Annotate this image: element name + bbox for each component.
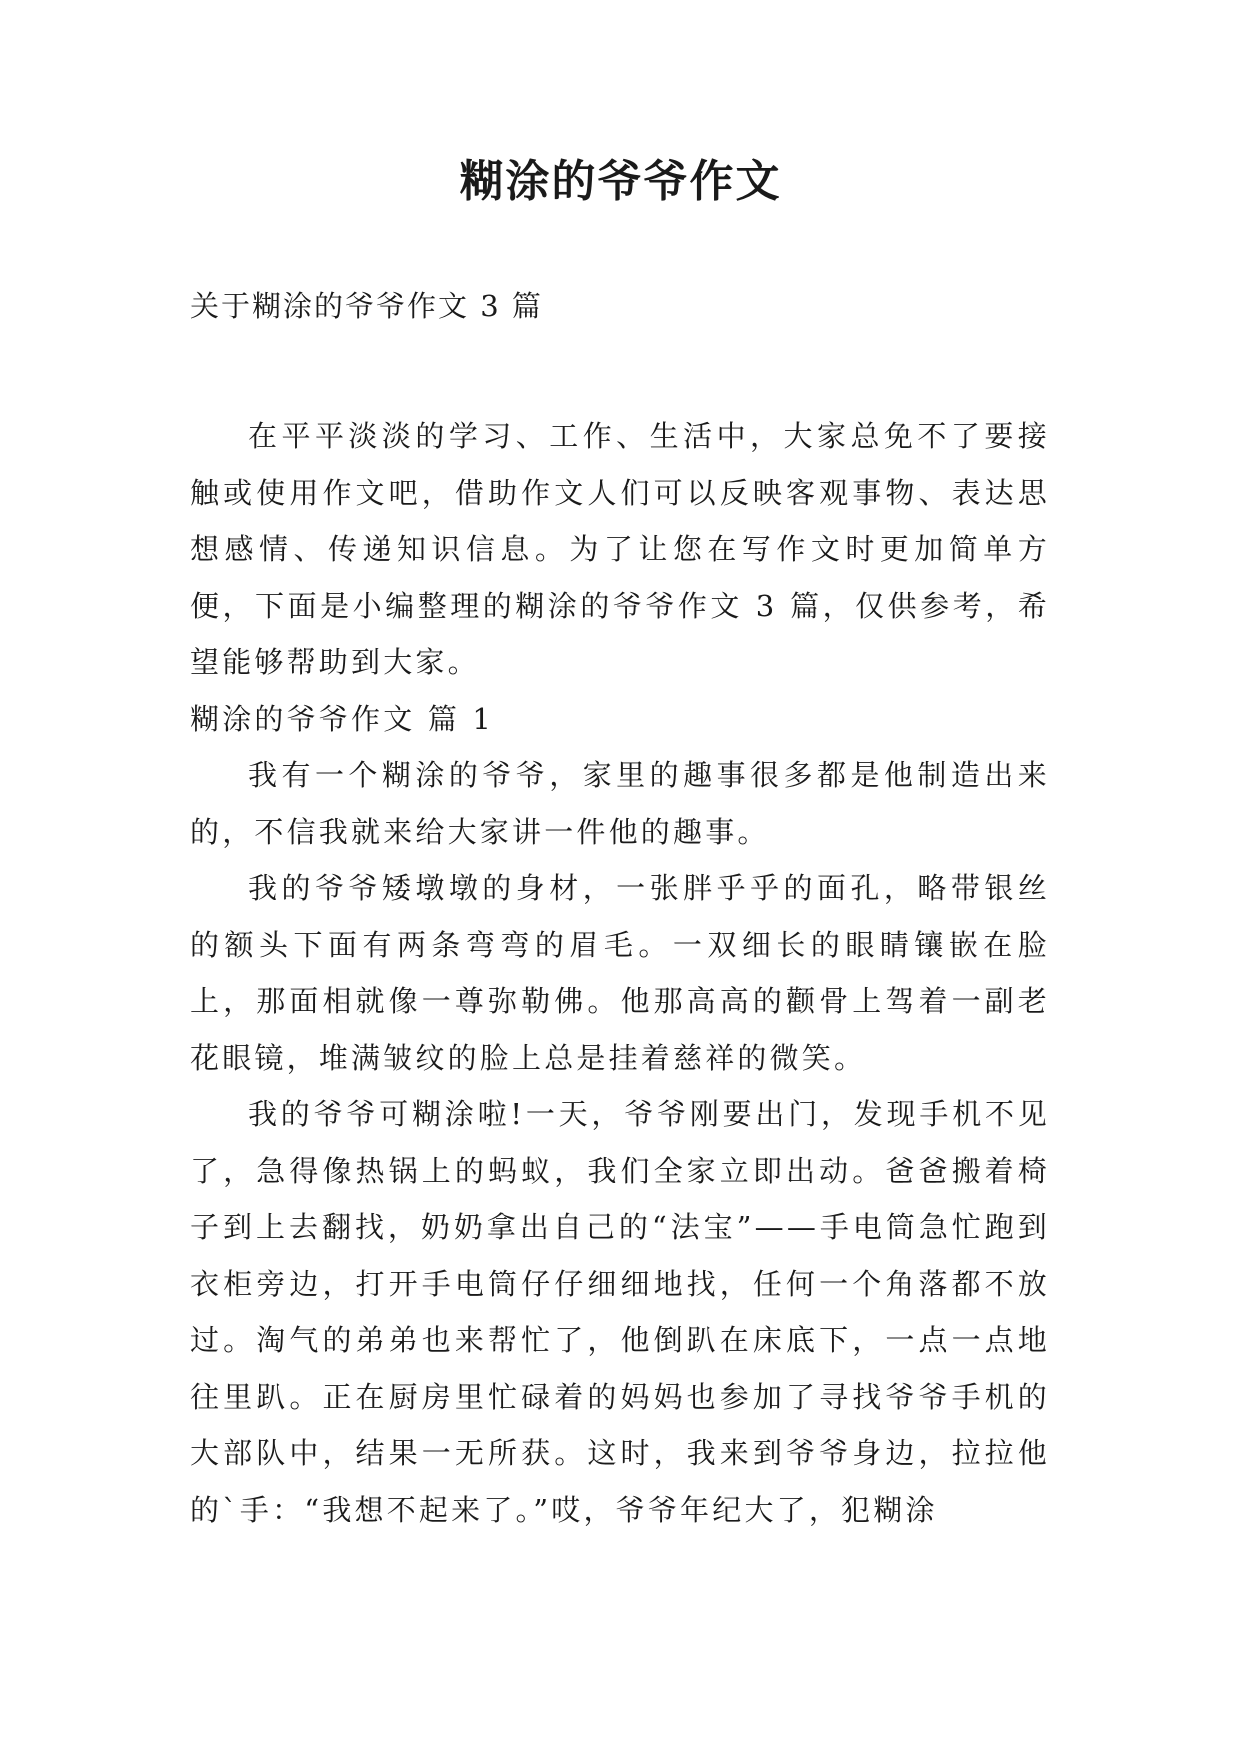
- document-subtitle: 关于糊涂的爷爷作文 3 篇: [190, 289, 543, 323]
- body-paragraph-2: 我的爷爷矮墩墩的身材，一张胖乎乎的面孔，略带银丝的额头下面有两条弯弯的眉毛。一双细长的眼睛镶嵌在脸上，那面相就像一尊弥勒佛。他那高高的颧骨上驾着一副老花眼镜，堆满皱纹的脸上总是挂着慈祥的微笑。: [190, 871, 1050, 1075]
- intro-paragraph: 在平平淡淡的学习、工作、生活中，大家总免不了要接触或使用作文吧，借助作文人们可以反映客观事物、表达思想感情、传递知识信息。为了让您在写作文时更加简单方便，下面是小编整理的糊涂的爷爷作文 3 篇，仅供参考，希望能够帮助到大家。: [190, 419, 1050, 679]
- document-title: 糊涂的爷爷作文: [459, 156, 782, 207]
- body-paragraph-3: 我的爷爷可糊涂啦!一天，爷爷刚要出门，发现手机不见了，急得像热锅上的蚂蚁，我们全家立即出动。爸爸搬着椅子到上去翻找，奶奶拿出自己的“法宝”——手电筒急忙跑到衣柜旁边，打开手电筒仔仔细细地找，任何一个角落都不放过。淘气的弟弟也来帮忙了，他倒趴在床底下，一点一点地往里趴。正在厨房里忙碌着的妈妈也参加了寻找爷爷手机的大部队中，结果一无所获。这时，我来到爷爷身边，拉拉他的`手：“我想不起来了。”哎，爷爷年纪大了，犯糊涂: [190, 1097, 1050, 1527]
- section-heading: 糊涂的爷爷作文 篇 1: [190, 701, 495, 736]
- document-body: [190, 408, 1050, 1538]
- body-paragraph-1: 我有一个糊涂的爷爷，家里的趣事很多都是他制造出来的，不信我就来给大家讲一件他的趣事。: [190, 758, 1050, 849]
